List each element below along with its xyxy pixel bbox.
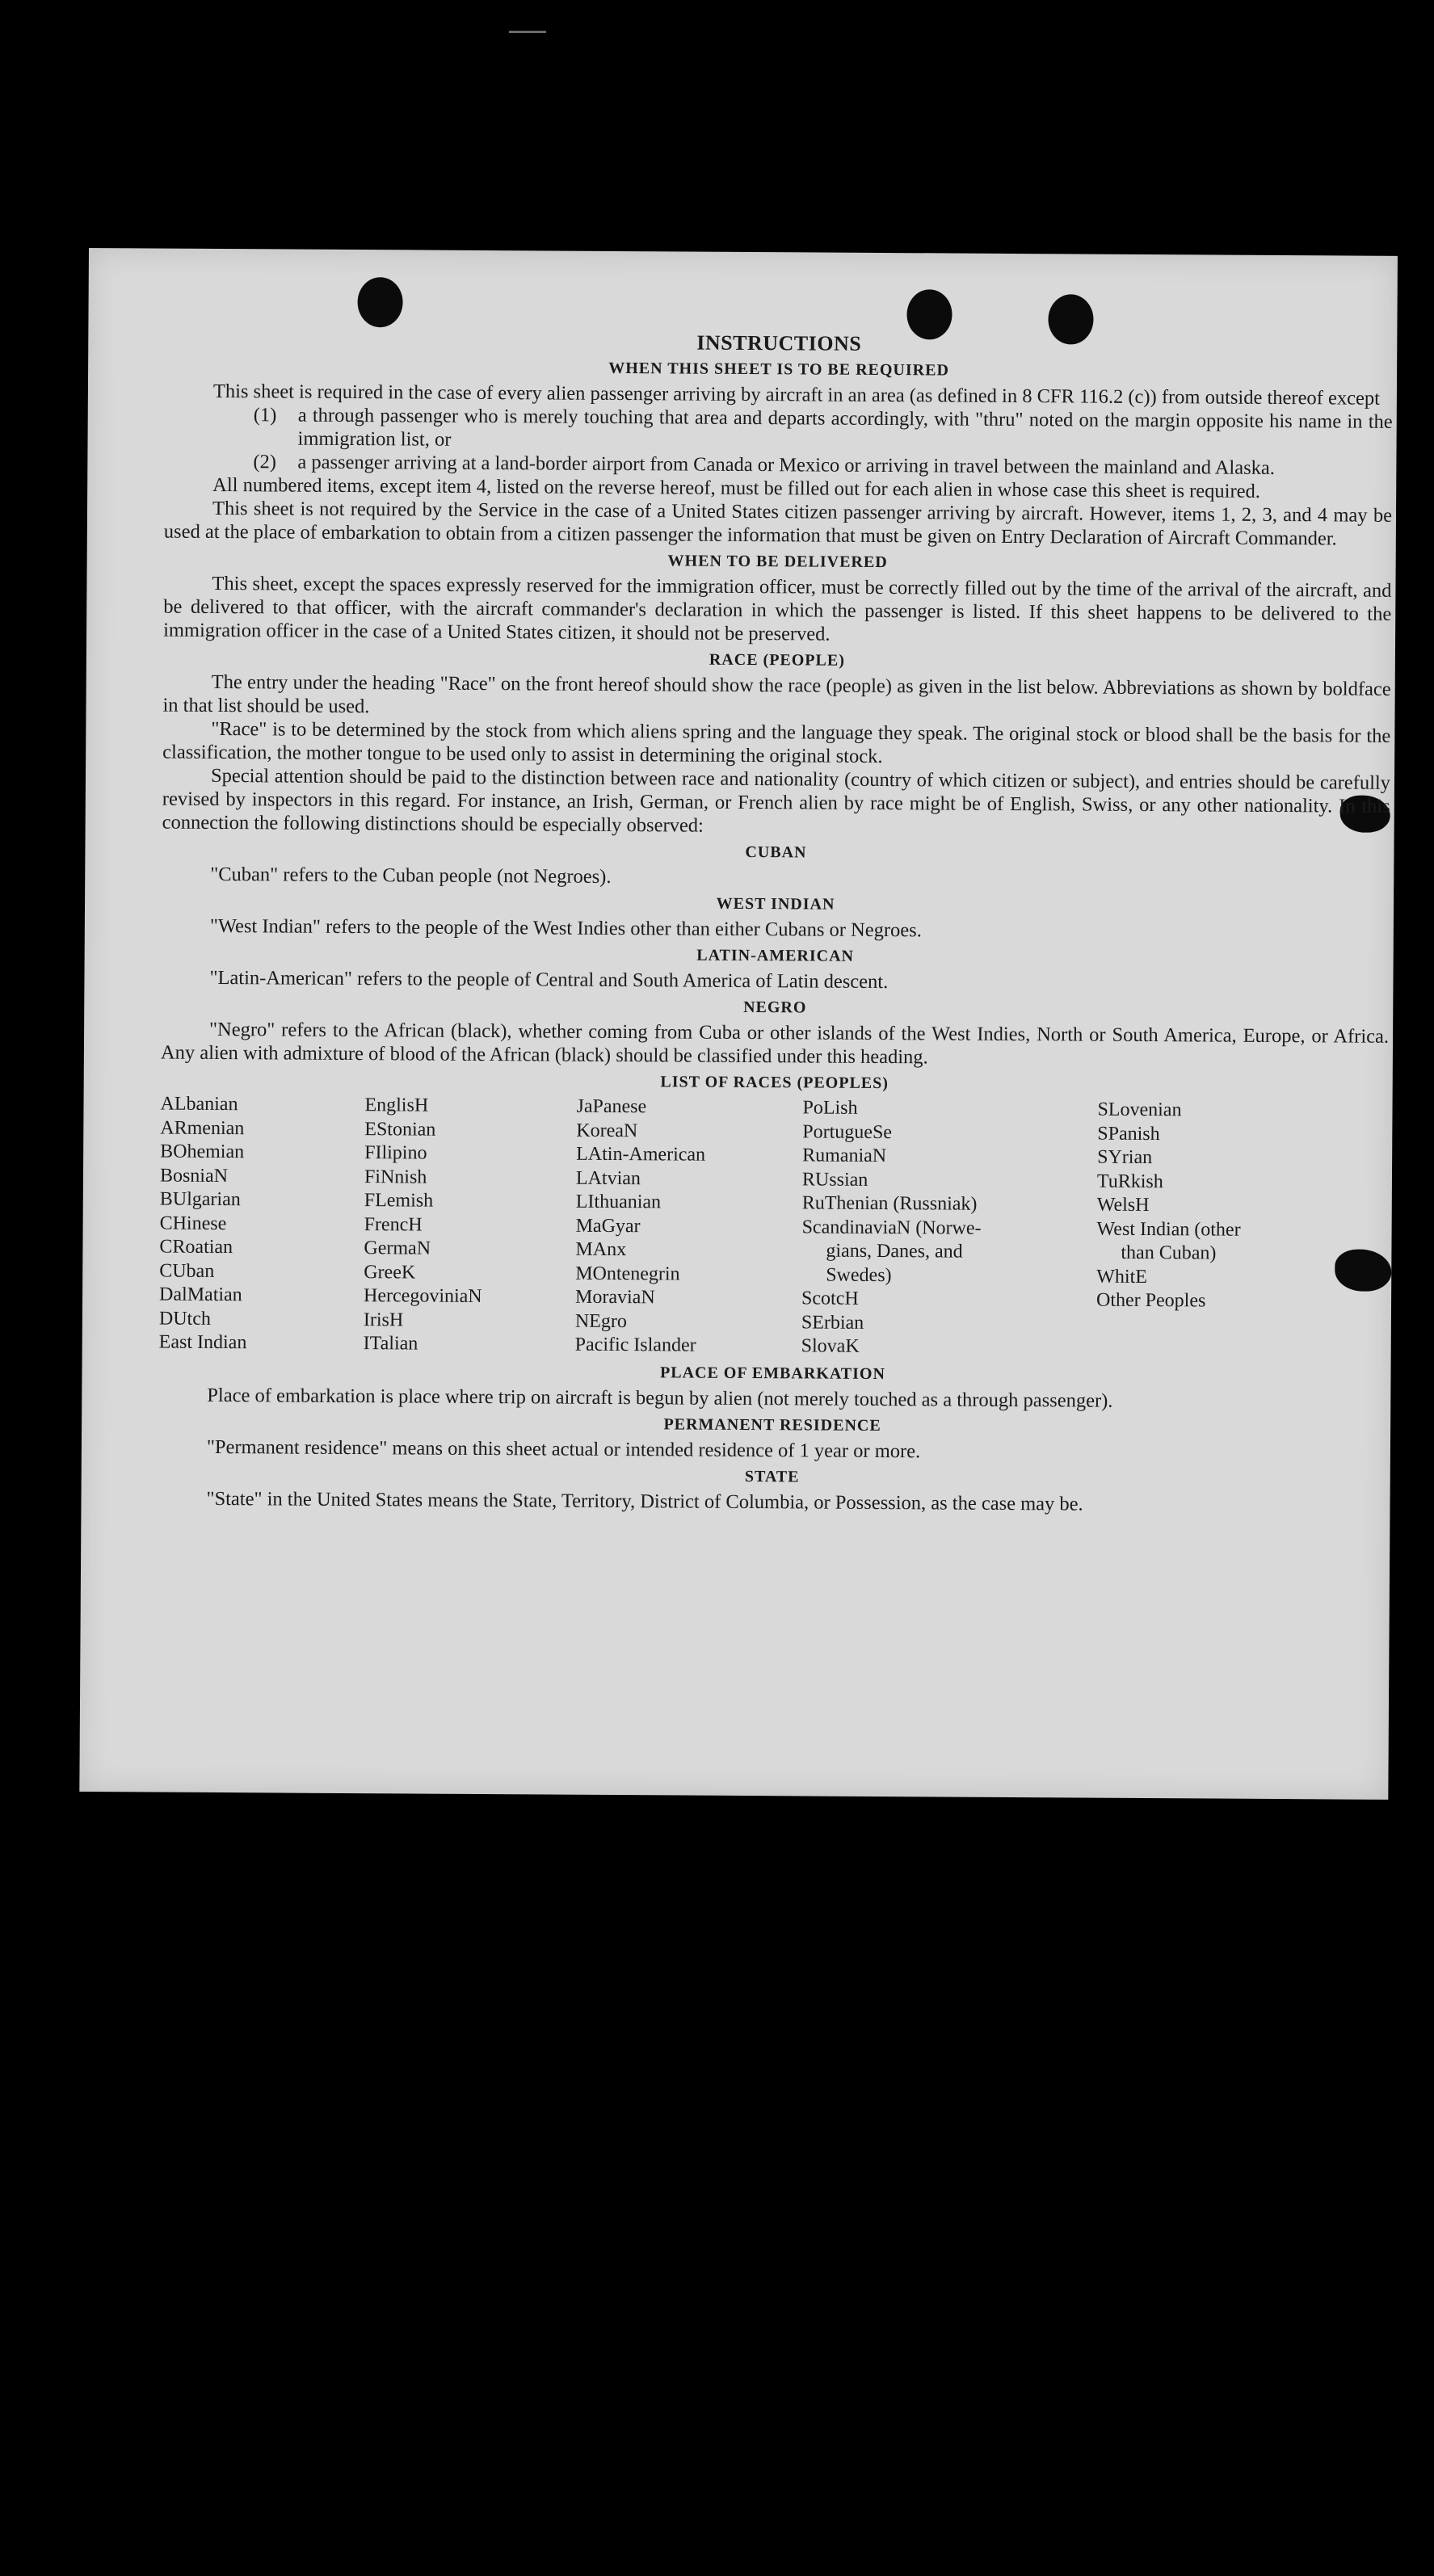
item-text: a passenger arriving at a land-border airport from Canada or Mexico or arriving in travel between the mainland and Alaska. xyxy=(297,451,1276,479)
race-entry: Swedes) xyxy=(826,1264,892,1286)
races-list xyxy=(159,1093,1389,1363)
race-entry: BosniaN xyxy=(159,1165,229,1187)
race-entry: MAnx xyxy=(575,1238,627,1261)
section-heading-state: STATE xyxy=(744,1467,800,1486)
race-entry: HercegoviniaN xyxy=(364,1285,482,1307)
definition-state: "State" in the United States means the State, Territory, District of Columbia, or Possession, as the case may be. xyxy=(206,1487,1083,1515)
race-entry: LAtvian xyxy=(575,1167,641,1189)
paragraph-numbered-items: All numbered items, except item 4, listed on the reverse hereof, must be filled out for each alien in whose case this sheet is required. xyxy=(212,473,1261,502)
paragraph-intro: This sheet is required in the case of every alien passenger arriving by aircraft in an area (as defined in 8 CFR 116.2 (c)) from outside thereof except xyxy=(212,380,1381,410)
section-heading-delivered: WHEN TO BE DELIVERED xyxy=(667,552,888,572)
race-entry: ScandinaviaN (Norwe- xyxy=(801,1216,982,1239)
definition-latin-american: "Latin-American" refers to the people of Central and South America of Latin descent. xyxy=(209,966,889,994)
definition-embarkation: Place of embarkation is place where trip on aircraft is begun by alien (not merely touched as a through passenger). xyxy=(207,1384,1113,1412)
scan-artifact-line xyxy=(509,31,546,33)
race-entry: Pacific Islander xyxy=(574,1334,696,1356)
section-heading-race: RACE (PEOPLE) xyxy=(709,650,845,670)
race-entry: BOhemian xyxy=(160,1141,245,1163)
race-entry: SPanish xyxy=(1097,1123,1160,1145)
race-entry: ITalian xyxy=(363,1333,418,1355)
race-entry: SYrian xyxy=(1097,1146,1153,1169)
definition-west-indian: "West Indian" refers to the people of the West Indies other than either Cubans or Negroes. xyxy=(209,914,922,942)
section-heading-west-indian: WEST INDIAN xyxy=(716,894,835,914)
section-heading-negro: NEGRO xyxy=(743,998,807,1017)
item-number: (2) xyxy=(253,451,277,473)
race-entry: BUlgarian xyxy=(159,1188,241,1211)
definition-residence: "Permanent residence" means on this sheet actual or intended residence of 1 year or more. xyxy=(206,1435,921,1462)
race-entry: gians, Danes, and xyxy=(826,1240,963,1263)
race-entry: FiNnish xyxy=(364,1166,427,1188)
races-column xyxy=(159,1093,365,1356)
race-entry: SlovaK xyxy=(801,1335,860,1357)
race-entry: MOntenegrin xyxy=(575,1263,680,1284)
race-entry: CHinese xyxy=(159,1212,227,1234)
race-entry: ARmenian xyxy=(160,1117,245,1139)
race-entry: IrisH xyxy=(363,1309,404,1330)
race-entry: DUtch xyxy=(158,1308,211,1330)
race-entry: than Cuban) xyxy=(1121,1242,1217,1264)
punch-hole xyxy=(357,277,402,327)
race-entry: West Indian (other xyxy=(1096,1218,1241,1241)
race-entry: Other Peoples xyxy=(1095,1289,1206,1312)
races-column xyxy=(364,1094,577,1357)
races-column xyxy=(801,1096,1098,1360)
race-entry: DalMatian xyxy=(159,1284,242,1306)
race-entry: FrencH xyxy=(364,1213,423,1236)
section-heading-cuban: CUBAN xyxy=(745,843,807,862)
race-entry: GreeK xyxy=(364,1261,416,1283)
race-entry: MaGyar xyxy=(575,1215,641,1237)
races-column xyxy=(1096,1099,1324,1362)
race-entry: EnglisH xyxy=(364,1095,429,1116)
race-entry: RumaniaN xyxy=(802,1145,887,1167)
race-entry: KoreaN xyxy=(576,1120,638,1141)
section-heading-residence: PERMANENT RESIDENCE xyxy=(663,1414,881,1435)
race-entry: PortugueSe xyxy=(802,1120,893,1143)
paragraph-race-nationality: Special attention should be paid to the distinction between race and nationality (country of which citizen or subject), and entries should be carefully revised by inspectors in this regard. For instance, an Irish, German, or French alien by race might be of English, Swiss, or any other nationality. In this connection the following distinctions should be especially observed: xyxy=(162,764,1391,837)
section-heading-embarkation: PLACE OF EMBARKATION xyxy=(659,1363,886,1383)
paragraph-citizen: This sheet is not required by the Service in the case of a United States citizen passenger arriving by aircraft. However, items 1, 2, 3, and 4 may be used at the place of embarkation to obtain from a citizen passenger the information that must be given on Entry Declaration of Aircraft Commander. xyxy=(163,497,1393,550)
definition-cuban: "Cuban" refers to the Cuban people (not Negroes). xyxy=(210,863,612,888)
race-entry: ALbanian xyxy=(160,1093,238,1116)
race-entry: FLemish xyxy=(364,1190,434,1212)
race-entry: MoraviaN xyxy=(574,1286,655,1309)
race-entry: RUssian xyxy=(801,1168,868,1191)
document-sheet xyxy=(79,248,1398,1800)
race-entry: NEgro xyxy=(574,1310,627,1332)
race-entry: SLovenian xyxy=(1097,1099,1182,1121)
item-number: (1) xyxy=(253,404,277,427)
race-entry: WhitE xyxy=(1096,1266,1147,1288)
race-entry: FIlipino xyxy=(364,1142,427,1164)
definition-negro: "Negro" refers to the African (black), whether coming from Cuba or other islands of the West Indies, North or South America, Europe, or Africa. Any alien with admixture of blood of the African (black) should be classified under this heading. xyxy=(160,1018,1390,1069)
race-entry: SErbian xyxy=(801,1311,864,1334)
race-entry: GermaN xyxy=(364,1238,431,1259)
paragraph-race-stock: "Race" is to be determined by the stock from which aliens spring and the language they speak. The original stock or blood shall be the basis for the classification, the mother tongue to be used only to assist in determining the original stock. xyxy=(162,717,1391,768)
races-column xyxy=(575,1095,803,1359)
race-entry: EStonian xyxy=(364,1118,436,1141)
item-text: a through passenger who is merely touching that area and departs accordingly, with "thru" noted on the margin opposite his name in the immigration list, or xyxy=(297,404,1393,451)
exception-item xyxy=(164,403,1392,457)
section-heading-required: WHEN THIS SHEET IS TO BE REQUIRED xyxy=(608,359,949,380)
paragraph-race-entry: The entry under the heading "Race" on the front hereof should show the race (people) as given in the list below. Abbreviations as shown by boldface in that list should be used. xyxy=(162,670,1391,718)
section-heading-races-list: LIST OF RACES (PEOPLES) xyxy=(660,1073,889,1093)
paragraph-delivered: This sheet, except the spaces expressly reserved for the immigration officer, must be correctly filled out by the time of the arrival of the aircraft, and be delivered to that officer, with the aircraft commander's declaration in which the passenger is listed. If this sheet happens to be delivered to the immigration officer in the case of a United States citizen, it should not be preserved. xyxy=(163,572,1392,645)
section-heading-latin-american: LATIN-AMERICAN xyxy=(696,946,855,965)
race-entry: LAtin-American xyxy=(576,1143,706,1166)
race-entry: WelsH xyxy=(1096,1194,1150,1217)
race-entry: JaPanese xyxy=(576,1095,647,1118)
instructions-body xyxy=(158,328,1393,1518)
race-entry: East Indian xyxy=(158,1331,247,1354)
race-entry: ScotcH xyxy=(801,1288,859,1309)
page-title: INSTRUCTIONS xyxy=(696,330,862,355)
race-entry: PoLish xyxy=(802,1097,858,1119)
race-entry: RuThenian (Russniak) xyxy=(801,1192,978,1215)
race-entry: TuRkish xyxy=(1096,1170,1163,1192)
race-entry: CRoatian xyxy=(159,1236,233,1259)
race-entry: CUban xyxy=(159,1260,215,1282)
race-entry: LIthuanian xyxy=(575,1191,662,1213)
